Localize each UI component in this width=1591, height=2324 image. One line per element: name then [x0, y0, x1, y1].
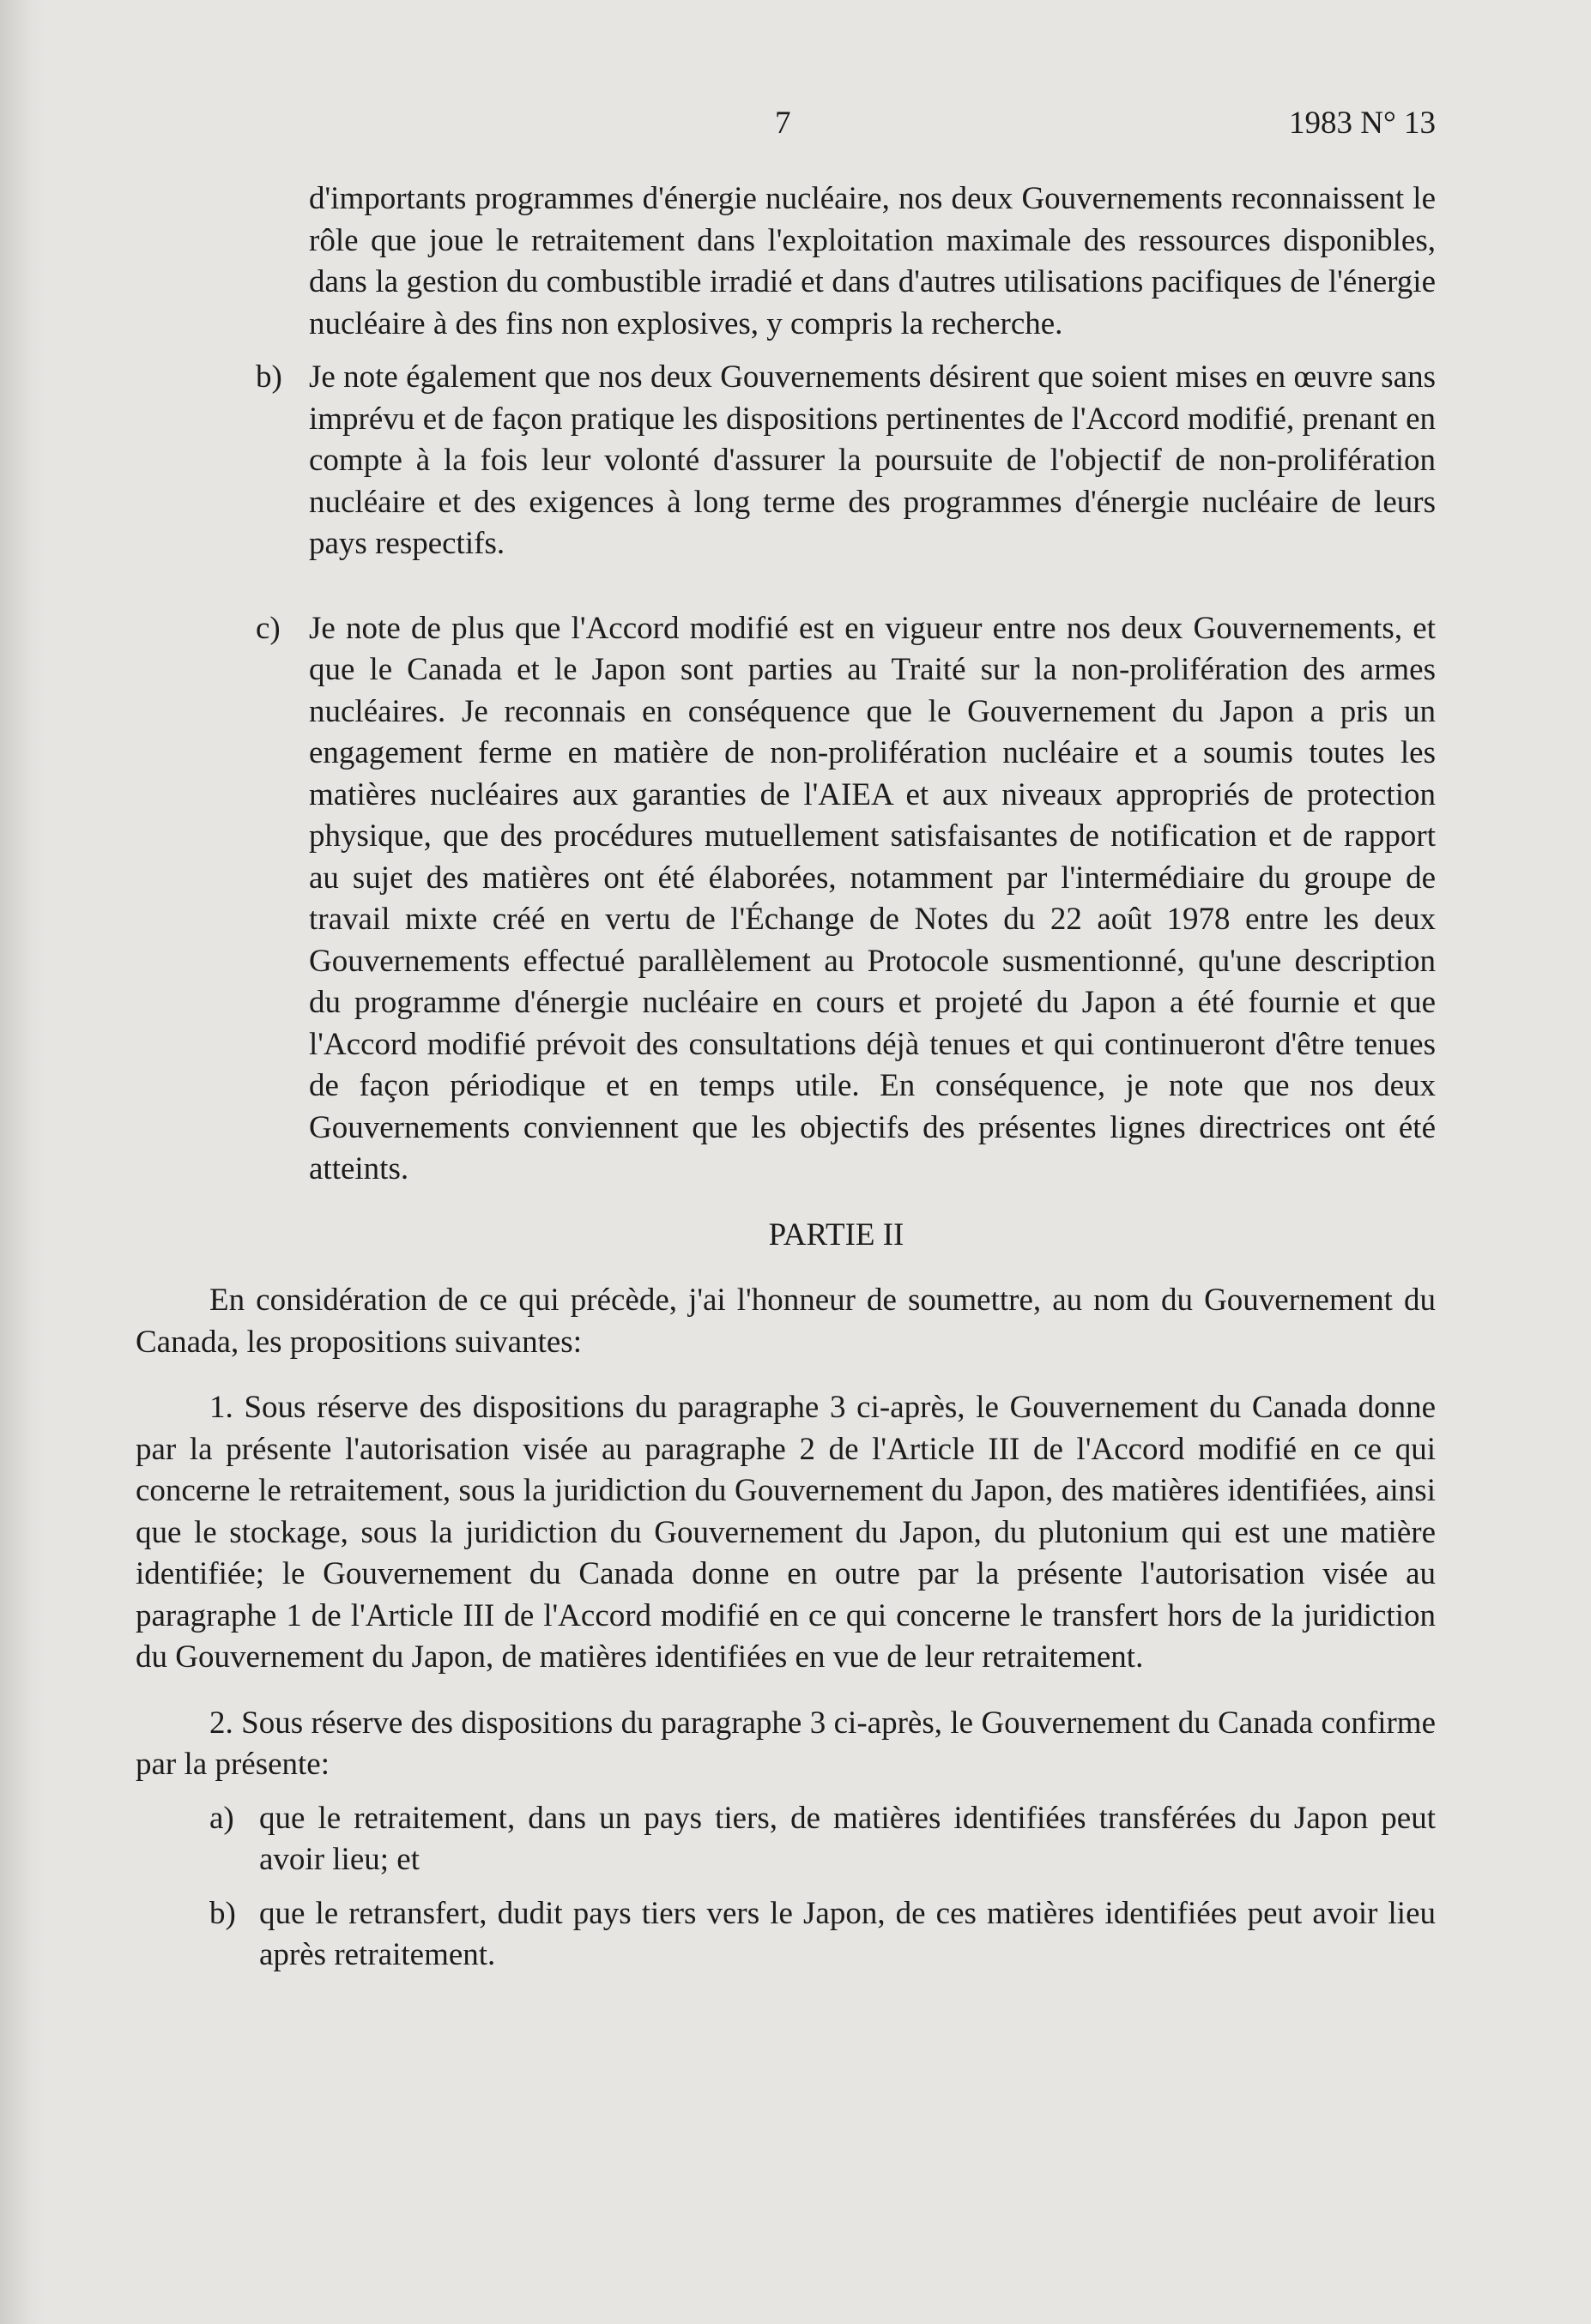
sub-item-text: que le retraitement, dans un pays tiers, de matières identifiées transférées du Japon peut avoir lieu; et [259, 1800, 1436, 1877]
page-header [136, 103, 1436, 151]
document-page [136, 103, 1436, 2299]
list-marker: c) [256, 610, 281, 646]
list-item-b [256, 357, 1436, 565]
sub-item-text: que le retransfert, dudit pays tiers vers le Japon, de ces matières identifiées peut avoir lieu après retraitement. [259, 1895, 1436, 1972]
continuation-paragraph: d'importants programmes d'énergie nucléaire, nos deux Gouvernements reconnaissent le rôle que joue le retraitement dans l'exploitation maximale des ressources disponibles, dans la gestion du combustible irradié et dans d'autres utilisations pacifiques de l'énergie nucléaire à des fins non explosives, y compris la recherche. [309, 181, 1436, 341]
section-title: PARTIE II [768, 1216, 904, 1253]
paragraph-2: 2. Sous réserve des dispositions du paragraphe 3 ci-après, le Gouvernement du Canada confirme par la présente: [136, 1705, 1436, 1782]
list-item-text: Je note également que nos deux Gouvernements désirent que soient mises en œuvre sans imprévu et de façon pratique les dispositions pertinentes de l'Accord modifié, prenant en compte à la fois leur volonté d'assurer la poursuite de l'objectif de non-prolifération nucléaire et des exigences à long terme des programmes d'énergie nucléaire de leurs pays respectifs. [309, 359, 1436, 561]
list-marker: b) [256, 359, 282, 395]
list-item-c [256, 608, 1436, 1191]
list-item-text: Je note de plus que l'Accord modifié est en vigueur entre nos deux Gouvernements, et que le Canada et le Japon sont parties au Traité sur la non-prolifération des armes nucléaires. Je reconnais en conséquence que le Gouvernement du Japon a pris un engagement ferme en matière de non-prolifération nucléaire et a soumis toutes les matières nucléaires aux garanties de l'AIEA et aux niveaux appropriés de protection physique, que des procédures mutuellement satisfaisantes de notification et de rapport au sujet des matières ont été élaborées, notamment par l'intermédiaire du groupe de travail mixte créé en vertu de l'Échange de Notes du 22 août 1978 entre les deux Gouvernements effectué parallèlement au Protocole susmentionné, qu'une description du programme d'énergie nucléaire en cours et projeté du Japon a été fournie et que l'Accord modifié prévoit des consultations déjà tenues et qui continueront d'être tenues de façon périodique et en temps utile. En conséquence, je note que nos deux Gouvernements conviennent que les objectifs des présentes lignes directrices ont été atteints. [309, 610, 1436, 1186]
document-reference: 1983 N° 13 [1288, 106, 1436, 141]
paragraph-1: 1. Sous réserve des dispositions du paragraphe 3 ci-après, le Gouvernement du Canada donne par la présente l'autorisation visée au paragraphe 2 de l'Article III de l'Accord modifié en ce qui concerne le retraitement, sous la juridiction du Gouvernement du Japon, des matières identifiées, ainsi que le stockage, sous la juridiction du Gouvernement du Japon, du plutonium qui est une matière identifiée; le Gouvernement du Canada donne en outre par la présente l'autorisation visée au paragraphe 1 de l'Article III de l'Accord modifié en ce qui concerne le transfert hors de la juridiction du Gouvernement du Japon, de matières identifiées en vue de leur retraitement. [136, 1390, 1436, 1675]
sub-item-marker: a) [209, 1800, 234, 1836]
binding-edge [0, 0, 45, 2324]
intro-paragraph: En considération de ce qui précède, j'ai l'honneur de soumettre, au nom du Gouvernement du Canada, les propositions suivantes: [136, 1283, 1436, 1360]
page-number: 7 [775, 106, 791, 141]
sub-item-marker: b) [209, 1895, 236, 1931]
sub-item-a [209, 1798, 1436, 1881]
sub-item-b [209, 1893, 1436, 1977]
